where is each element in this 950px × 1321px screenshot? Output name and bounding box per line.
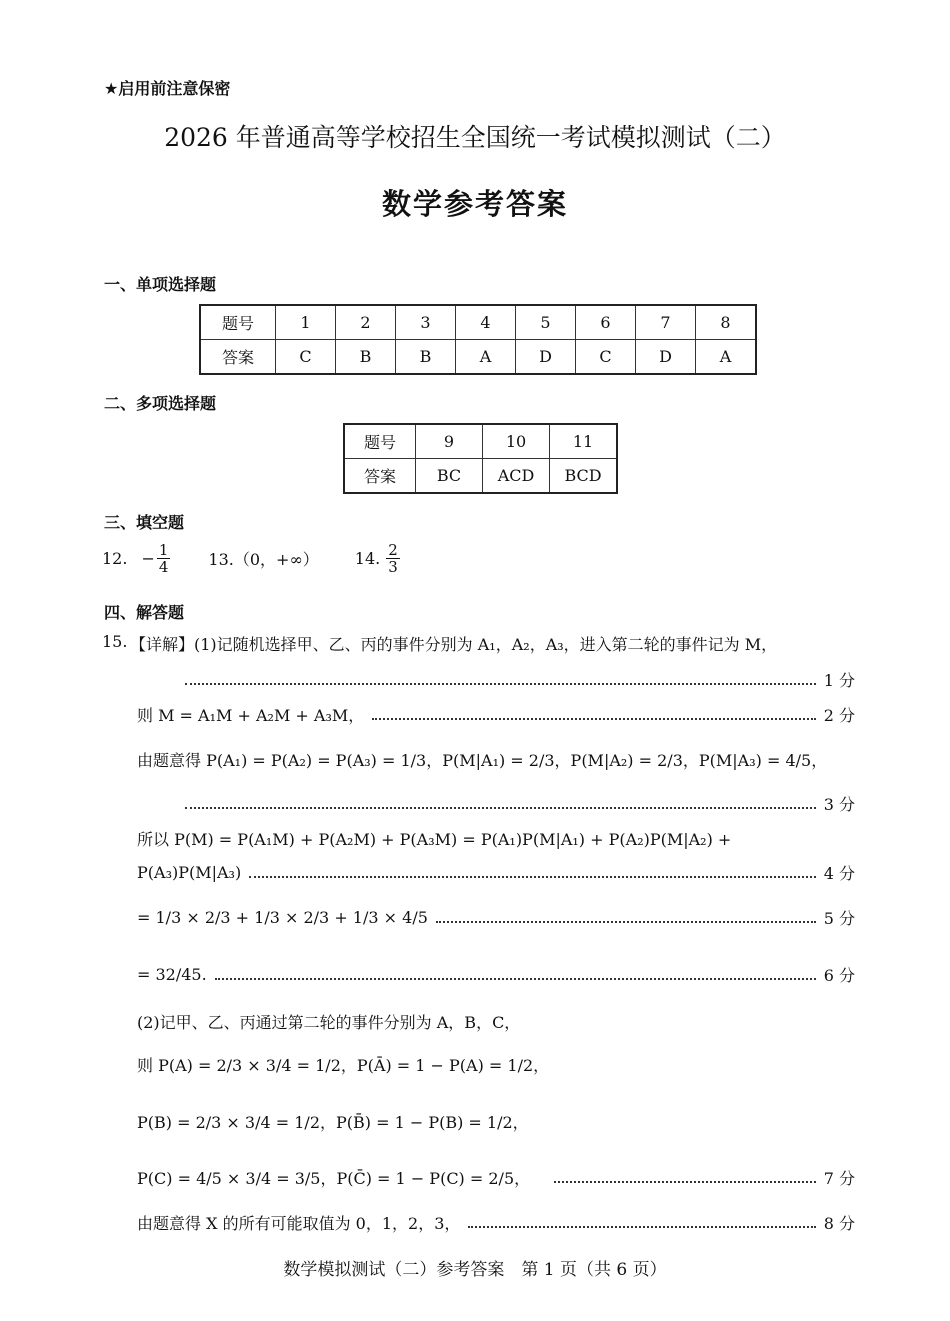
q12-numerator: 1 <box>158 541 169 559</box>
step-3-text: 由题意得 P(A₁) = P(A₂) = P(A₃) = 1/3，P(M|A₁) = 2/3，P(M|A₂) = 2/3，P(M|A₃) = 4/5， <box>137 751 828 770</box>
question-number: 8 <box>696 305 757 340</box>
step-4-text: 所以 P(M) = P(A₁M) + P(A₂M) + P(A₃M) = P(A₁)P(M|A₁) + P(A₂)P(M|A₂) + <box>137 830 732 849</box>
step-2-text: 则 M = A₁M + A₂M + A₃M， <box>137 706 365 725</box>
confidential-notice: ★启用前注意保密 <box>104 79 231 98</box>
table-row-numbers <box>344 424 617 459</box>
answer-cell: D <box>636 340 696 375</box>
q14-denominator: 3 <box>388 558 398 576</box>
exam-title: 2026 年普通高等学校招生全国统一考试模拟测试（二） <box>164 123 786 152</box>
step-5-text: = 1/3 × 2/3 + 1/3 × 2/3 + 1/3 × 4/5 <box>137 908 428 927</box>
step-5-score: 5 分 <box>823 909 855 928</box>
row-label: 题号 <box>344 424 416 459</box>
answer-cell: B <box>396 340 456 375</box>
question-number: 10 <box>483 424 550 459</box>
prob-c-line <box>137 1166 855 1189</box>
table-row-numbers <box>200 305 756 340</box>
q14-fraction <box>386 542 400 575</box>
leader-dots <box>185 807 816 809</box>
fill-blank-answers <box>102 542 402 575</box>
q12-sign: − <box>141 549 155 568</box>
table-row-answers <box>344 459 617 494</box>
question-number: 4 <box>456 305 516 340</box>
question-number: 1 <box>276 305 336 340</box>
step-4b-text: P(A₃)P(M|A₃) <box>137 863 242 882</box>
q12-fraction <box>157 542 171 575</box>
step-2-score: 2 分 <box>823 706 855 725</box>
question-number: 11 <box>550 424 618 459</box>
step-1-line <box>137 668 855 691</box>
leader-dots <box>215 978 816 980</box>
step-6-line <box>137 963 855 986</box>
answer-cell: B <box>336 340 396 375</box>
row-label: 答案 <box>344 459 416 494</box>
step-6-text: = 32/45. <box>137 965 207 984</box>
part-2-intro: (2)记甲、乙、丙通过第二轮的事件分别为 A，B，C， <box>137 1013 521 1032</box>
row-label: 答案 <box>200 340 276 375</box>
answer-cell: BC <box>416 459 483 494</box>
answer-cell: BCD <box>550 459 618 494</box>
step-3-line <box>137 792 855 815</box>
step-4-score: 4 分 <box>823 864 855 883</box>
question-number: 2 <box>336 305 396 340</box>
section-fill-blank-title: 三、填空题 <box>104 513 185 532</box>
section-solution-title: 四、解答题 <box>104 603 185 622</box>
leader-dots <box>372 718 815 720</box>
step-8-score: 8 分 <box>823 1214 855 1233</box>
q12-denominator: 4 <box>158 558 169 576</box>
q14-numerator: 2 <box>388 541 398 559</box>
question-number: 5 <box>516 305 576 340</box>
step-4-line <box>137 861 855 884</box>
row-label: 题号 <box>200 305 276 340</box>
prob-x-line <box>137 1211 855 1234</box>
leader-dots <box>249 876 816 878</box>
step-5-line <box>137 906 855 929</box>
leader-dots <box>554 1181 816 1183</box>
step-1-score: 1 分 <box>823 671 855 690</box>
question-number: 9 <box>416 424 483 459</box>
q15-label: 15. <box>102 632 128 651</box>
q12-number: 12. <box>102 549 128 568</box>
prob-x-text: 由题意得 X 的所有可能取值为 0，1，2，3， <box>137 1214 461 1233</box>
step-2-line <box>137 703 855 726</box>
answer-cell: A <box>696 340 757 375</box>
answer-cell: ACD <box>483 459 550 494</box>
q13-answer: 13.（0，+∞） <box>208 550 319 569</box>
leader-dots <box>436 921 816 923</box>
leader-dots <box>468 1226 815 1228</box>
section-single-choice-title: 一、单项选择题 <box>104 275 217 294</box>
step-6-score: 6 分 <box>823 966 855 985</box>
single-choice-answer-table <box>199 304 757 375</box>
question-number: 6 <box>576 305 636 340</box>
multi-choice-answer-table <box>343 423 618 494</box>
q15-intro: 【详解】(1)记随机选择甲、乙、丙的事件分别为 A₁，A₂，A₃，进入第二轮的事件记为 M， <box>130 635 778 654</box>
answer-cell: D <box>516 340 576 375</box>
answer-cell: C <box>576 340 636 375</box>
answer-cell: A <box>456 340 516 375</box>
prob-a-text: 则 P(A) = 2/3 × 3/4 = 1/2，P(Ā) = 1 − P(A) = 1/2， <box>137 1056 550 1075</box>
step-3-score: 3 分 <box>823 795 855 814</box>
question-number: 3 <box>396 305 456 340</box>
answer-cell: C <box>276 340 336 375</box>
page-footer: 数学模拟测试（二）参考答案 第 1 页（共 6 页） <box>283 1260 667 1280</box>
leader-dots <box>185 683 816 685</box>
answer-key-title: 数学参考答案 <box>381 187 568 221</box>
q14-number: 14. <box>354 549 381 568</box>
prob-c-text: P(C) = 4/5 × 3/4 = 3/5，P(C̄) = 1 − P(C) = 2/5， <box>137 1169 531 1188</box>
table-row-answers <box>200 340 756 375</box>
section-multi-choice-title: 二、多项选择题 <box>104 394 217 413</box>
step-7-score: 7 分 <box>823 1169 855 1188</box>
question-number: 7 <box>636 305 696 340</box>
prob-b-text: P(B) = 2/3 × 3/4 = 1/2，P(B̄) = 1 − P(B) = 1/2， <box>137 1113 529 1132</box>
